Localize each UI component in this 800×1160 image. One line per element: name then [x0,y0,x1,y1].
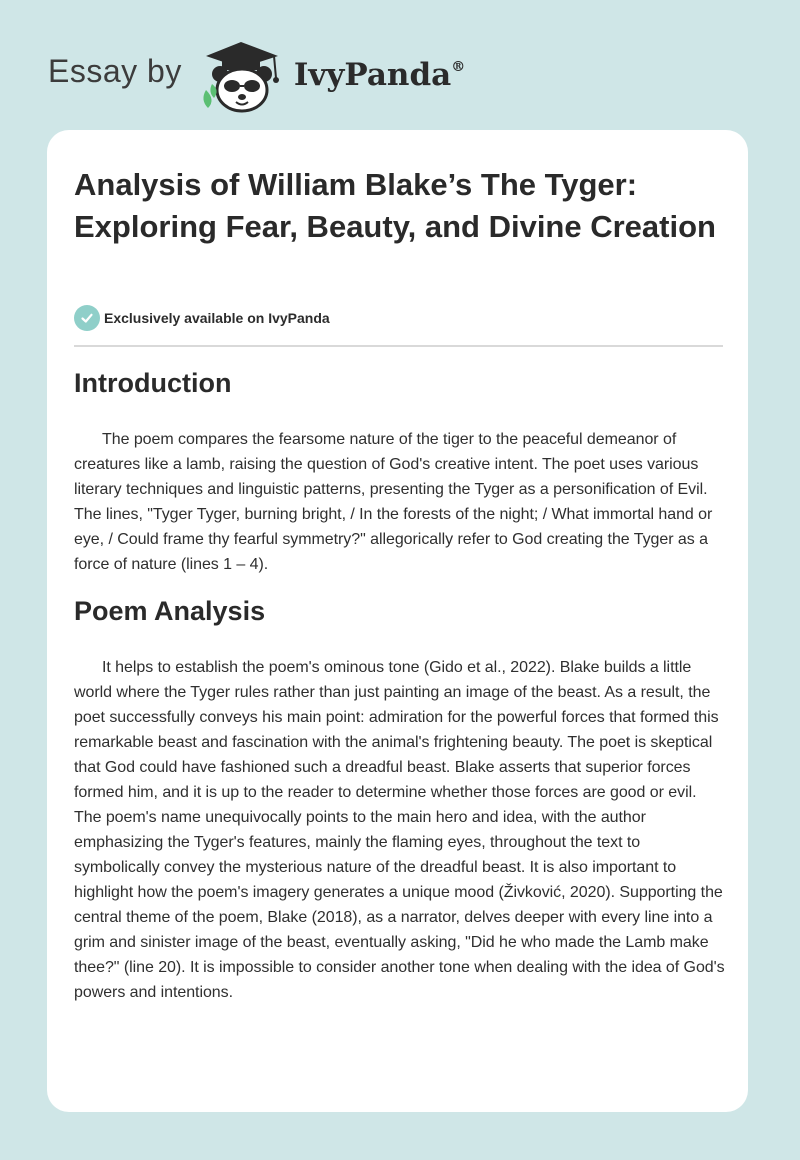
introduction-paragraph: The poem compares the fearsome nature of the tiger to the peaceful demeanor of creatures like a lamb, raising the question of God's creative intent. The poet uses various literary techniques and linguistic patterns, presenting the Tyger as a personification of Evil. The lines, "Tyger Tyger, burning bright, / In the forests of the night; / What immortal hand or eye, / Could frame thy fearful symmetry?" allegorically refer to God creating the Tyger as a force of nature (lines 1 – 4). [74,431,713,573]
registered-mark: ® [451,59,466,75]
leaf-icon [203,90,211,108]
cap-tassel [274,56,276,78]
check-mark-svg [80,311,94,325]
section-heading-introduction: Introduction [74,368,232,398]
exclusive-badge [74,305,330,331]
tassel-end [273,77,279,83]
title-divider [74,345,723,347]
panda-graduate-logo-icon[interactable] [196,34,286,114]
left-eye-patch [224,80,240,92]
panda-nose [238,94,246,100]
brand-name[interactable] [294,57,465,93]
poem-analysis-paragraph: It helps to establish the poem's ominous tone (Gido et al., 2022). Blake builds a little world where the Tyger rules rather than just painting an image of the beast. As a result, the poet successfully conveys his main point: admiration for the powerful forces that formed this remarkable beast and fascination with the animal's frightening beauty. The poet is skeptical that God could have fashioned such a dreadful beast. Blake asserts that superior forces formed him, and it is up to the reader to determine whether those forces are good or evil. The poem's name unequivocally points to the main hero and idea, with the author emphasizing the Tyger's features, mainly the flaming eyes, throughout the text to symbolically convey the mysterious nature of the dreadful beast. It is also important to highlight how the poem's imagery generates a unique mood (Živković, 2020). Supporting the central theme of the poem, Blake (2018), as a narrator, delves deeper with every line into a grim and sinister image of the beast, eventually asking, "Did he who made the Lamb make thee?" (line 20). It is impossible to consider another tone when dealing with the idea of God's powers and intentions. [74,659,725,1001]
right-eye-patch [244,80,260,92]
check-circle-icon [74,305,100,331]
brand-label: IvyPanda [293,57,452,93]
essay-by-label: Essay by [48,52,182,89]
panda-logo-svg [196,34,286,114]
section-heading-poem-analysis: Poem Analysis [74,596,266,626]
page-title: Analysis of William Blake’s The Tyger: Exploring Fear, Beauty, and Divine Creation [74,167,716,244]
exclusive-badge-text: Exclusively available on IvyPanda [104,310,330,326]
leaf-icon-small [210,84,216,98]
site-header [48,34,465,114]
essay-card [47,130,748,1112]
